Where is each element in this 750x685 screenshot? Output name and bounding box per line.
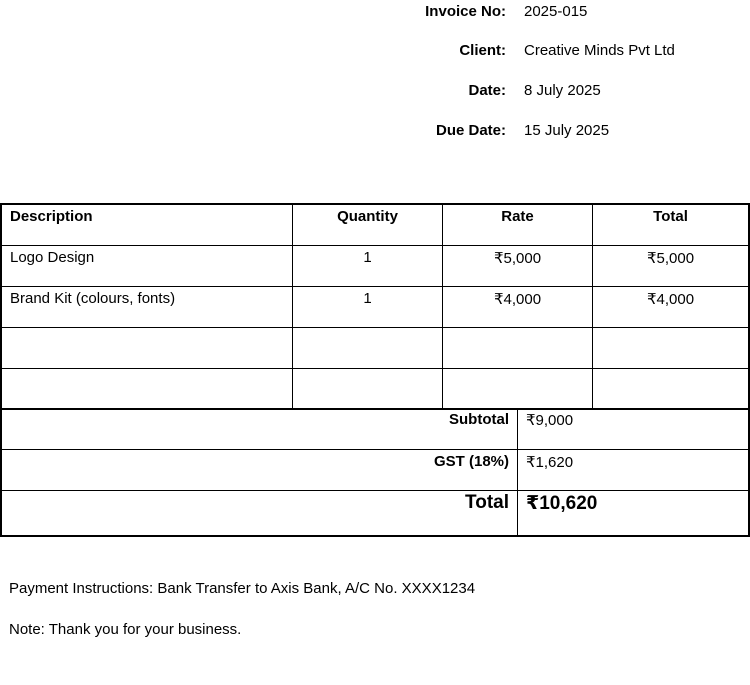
row-total: ₹4,000 [592, 287, 748, 327]
header-quantity: Quantity [292, 205, 442, 245]
client-row [0, 40, 750, 62]
row-rate: ₹4,000 [442, 287, 592, 327]
subtotal-label: Subtotal [449, 411, 509, 428]
row-description [2, 328, 292, 368]
items-table [0, 203, 750, 410]
date-row [0, 80, 750, 102]
table-row [2, 328, 748, 369]
row-rate: ₹5,000 [442, 246, 592, 286]
invoice-number-label: Invoice No: [425, 3, 506, 20]
client-value: Creative Minds Pvt Ltd [524, 42, 675, 59]
thank-you-note: Note: Thank you for your business. [9, 621, 242, 638]
invoice-number-row [0, 1, 750, 23]
row-rate [442, 328, 592, 368]
table-row [2, 287, 748, 328]
gst-row [2, 450, 748, 491]
row-rate [442, 369, 592, 410]
client-label: Client: [459, 42, 506, 59]
due-date-row [0, 120, 750, 142]
row-quantity: 1 [292, 287, 442, 327]
header-rate: Rate [442, 205, 592, 245]
payment-instructions: Payment Instructions: Bank Transfer to Axis Bank, A/C No. XXXX1234 [9, 580, 476, 597]
table-header-row [2, 205, 748, 246]
gst-label: GST (18%) [433, 453, 509, 470]
row-quantity [292, 369, 442, 410]
due-date-value: 15 July 2025 [524, 122, 610, 139]
date-label: Date: [468, 82, 506, 99]
row-description: Logo Design [10, 249, 95, 266]
table-row [2, 369, 748, 410]
subtotal-row [2, 408, 748, 450]
grand-total-row [2, 491, 748, 535]
gst-value: ₹1,620 [517, 450, 748, 490]
invoice-number-value: 2025-015 [524, 3, 588, 20]
table-row [2, 246, 748, 287]
row-total: ₹5,000 [592, 246, 748, 286]
row-quantity: 1 [292, 246, 442, 286]
summary-table [0, 408, 750, 537]
row-description [2, 369, 292, 410]
row-total [592, 369, 748, 410]
header-description: Description [10, 208, 93, 225]
row-total [592, 328, 748, 368]
header-total: Total [592, 205, 748, 245]
due-date-label: Due Date: [435, 122, 506, 139]
row-description: Brand Kit (colours, fonts) [10, 290, 176, 307]
date-value: 8 July 2025 [524, 82, 601, 99]
subtotal-value: ₹9,000 [517, 408, 748, 449]
grand-total-label: Total [465, 492, 509, 513]
grand-total-value: ₹10,620 [517, 491, 748, 535]
row-quantity [292, 328, 442, 368]
